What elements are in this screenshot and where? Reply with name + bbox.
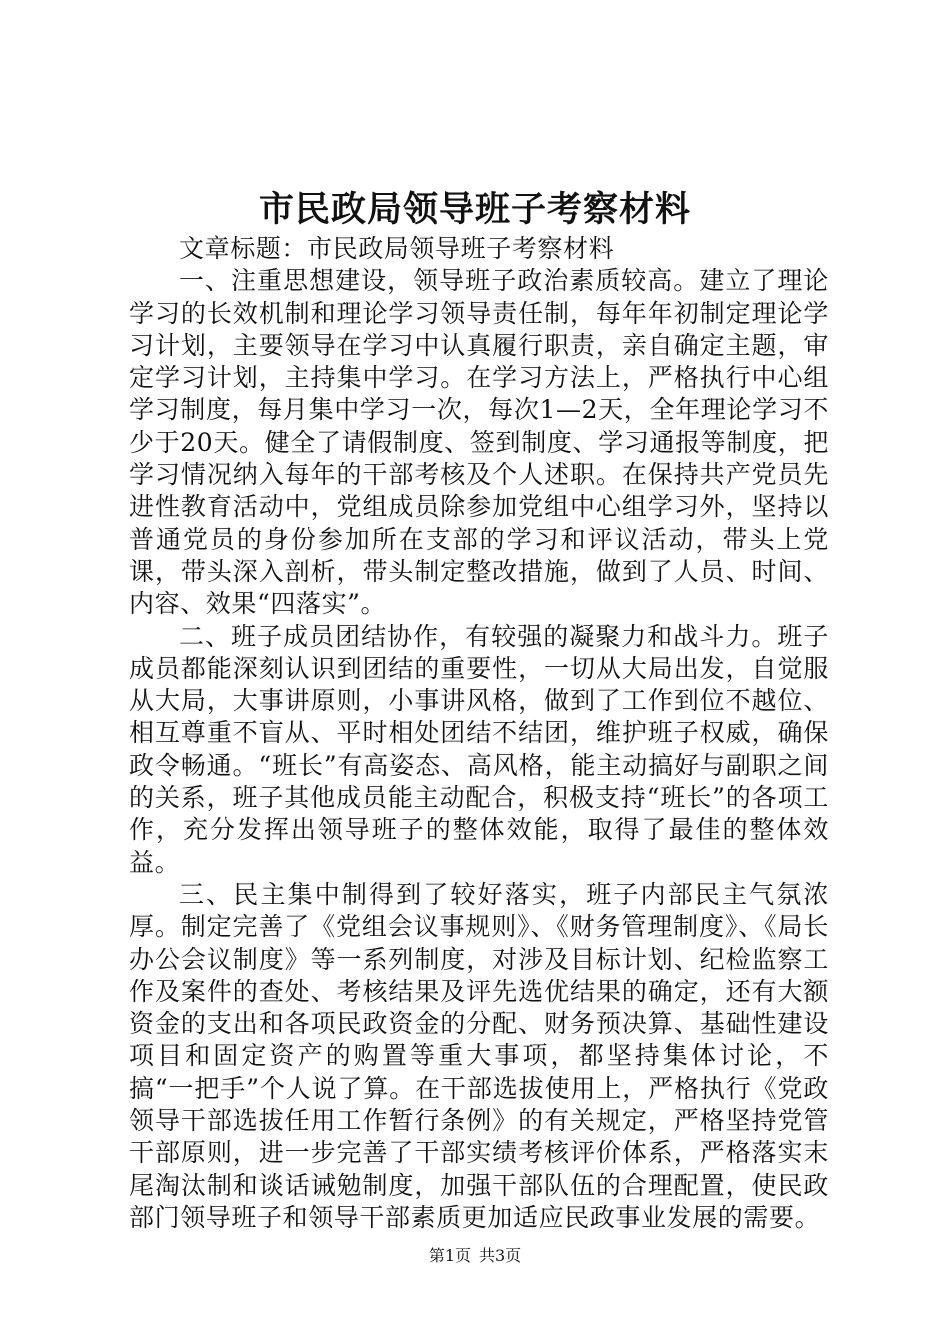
page-footer [0, 1246, 950, 1266]
document-title: 市民政局领导班子考察材料 [258, 189, 691, 230]
paragraph-section-1: 一、注重思想建设，领导班子政治素质较高。建立了理论学习的长效机制和理论学习领导责任制，每年年初制定理论学习计划，主要领导在学习中认真履行职责，亲自确定主题，审定学习计划，主持集中学习。在学习方法上，严格执行中心组学习制度，每月集中学习一次，每次1—2天，全年理论学习不少于20天。健全了请假制度、签到制度、学习通报等制度，把学习情况纳入每年的干部考核及个人述职。在保持共产党员先进性教育活动中，党组成员除参加党组中心组学习外，坚持以普通党员的身份参加所在支部的学习和评议活动，带头上党课，带头深入剖析，带头制定整改措施，做到了人员、时间、内容、效果“四落实”。 [129, 266, 829, 619]
paragraph-section-2: 二、班子成员团结协作，有较强的凝聚力和战斗力。班子成员都能深刻认识到团结的重要性，一切从大局出发，自觉服从大局，大事讲原则，小事讲风格，做到了工作到位不越位、相互尊重不盲从、平时相处团结不结团，维护班子权威，确保政令畅通。“班长”有高姿态、高风格，能主动搞好与副职之间的关系，班子其他成员能主动配合，积极支持“班长”的各项工作，充分发挥出领导班子的整体效能，取得了最佳的整体效益。 [129, 621, 829, 877]
paragraph-section-3: 三、民主集中制得到了较好落实，班子内部民主气氛浓厚。制定完善了《党组会议事规则》、《财务管理制度》、《局长办公会议制度》等一系列制度，对涉及目标计划、纪检监察工作及案件的查处、考核结果及评先选优结果的确定，还有大额资金的支出和各项民政资金的分配、财务预决算、基础性建设项目和固定资产的购置等重大事项，都坚持集体讨论，不搞“一把手”个人说了算。在干部选拔使用上，严格执行《党政领导干部选拔任用工作暂行条例》的有关规定，严格坚持党管干部原则，进一步完善了干部实绩考核评价体系，严格落实末尾淘汰制和谈话诫勉制度，加强干部队伍的合理配置，使民政部门领导班子和领导干部素质更加适应民政事业发展的需要。 [129, 879, 829, 1232]
page-number: 第1页 [428, 1246, 471, 1265]
article-title-line: 文章标题：市民政局领导班子考察材料 [179, 234, 615, 263]
page-total: 共3页 [479, 1246, 522, 1265]
document-body [129, 233, 829, 1234]
